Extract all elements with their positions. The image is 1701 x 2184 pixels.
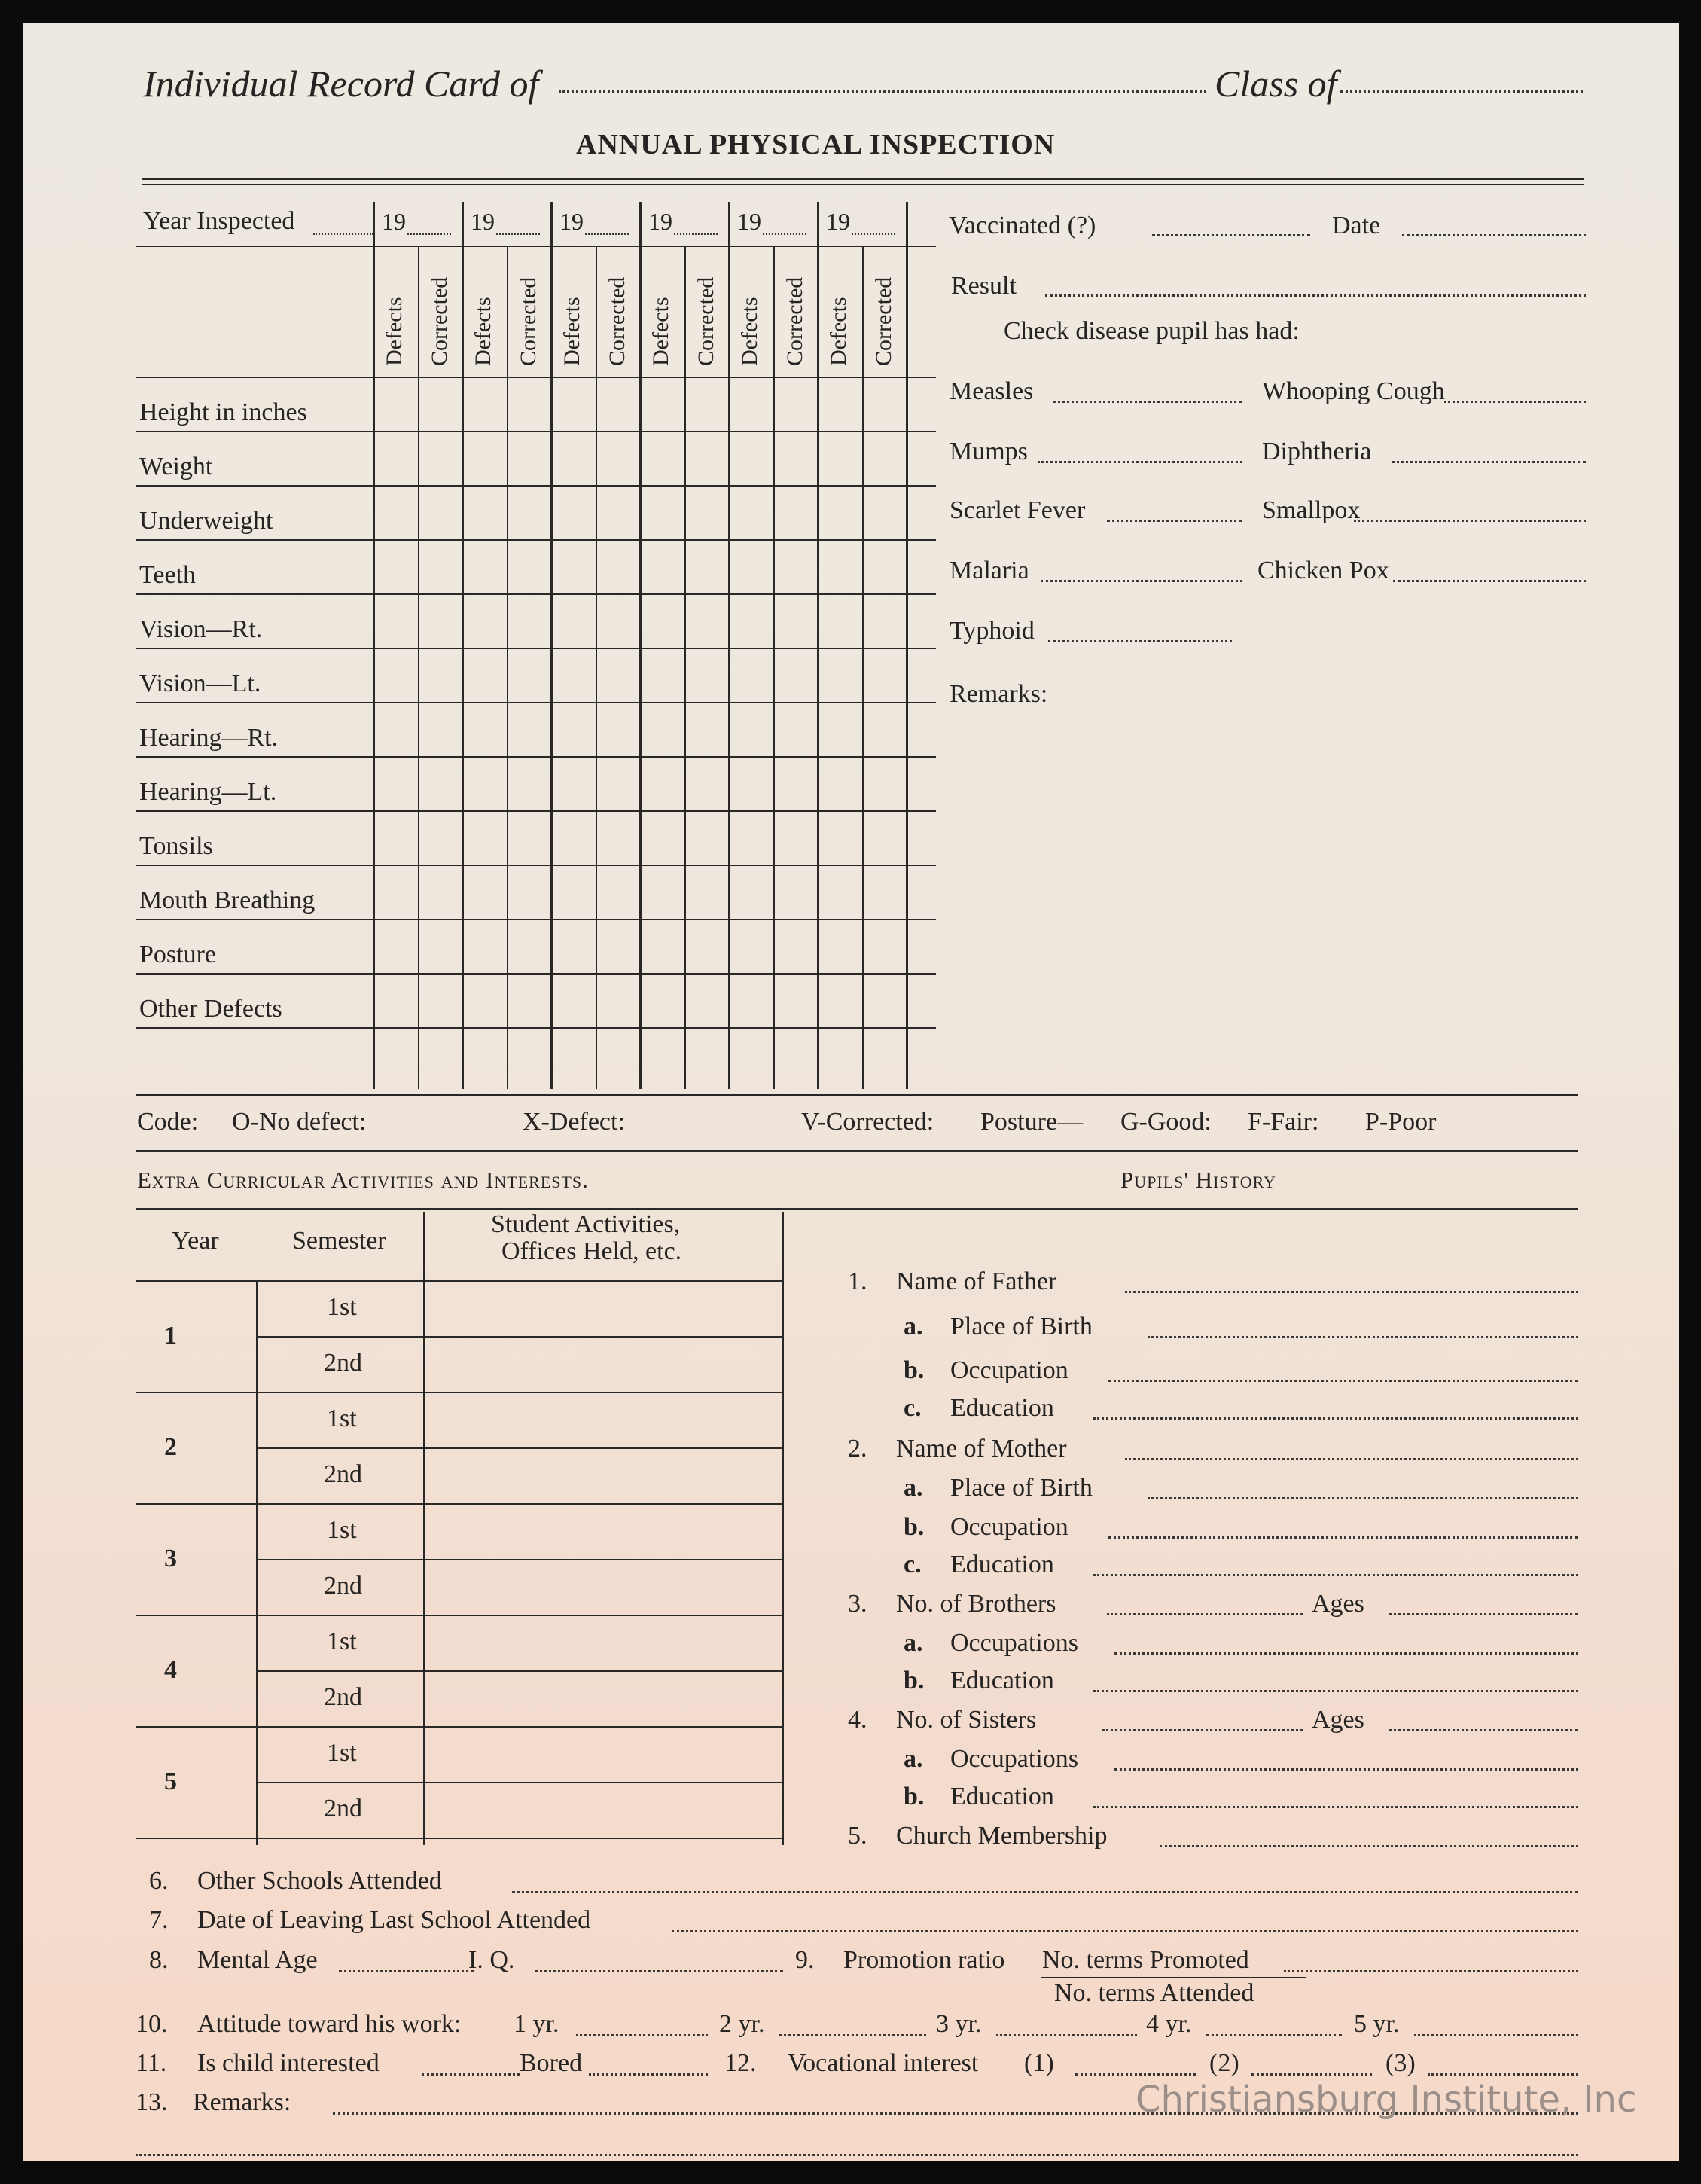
- disease-left-field[interactable]: [1038, 461, 1242, 463]
- inspection-row-line: [136, 431, 936, 432]
- inspection-row-line: [136, 485, 936, 487]
- disease-right-label: Diphtheria: [1262, 438, 1372, 465]
- history-count-field[interactable]: [1107, 1613, 1303, 1615]
- act-year-line: [136, 1392, 782, 1393]
- attitude-yr5-field[interactable]: [1414, 2034, 1578, 2036]
- history-item-label: Place of Birth: [950, 1474, 1093, 1502]
- attitude-yr5: 5 yr.: [1354, 2010, 1400, 2038]
- disease-left-field[interactable]: [1048, 640, 1232, 642]
- history-item-label: Name of Mother: [896, 1435, 1067, 1463]
- history-field[interactable]: [1108, 1536, 1578, 1539]
- activity-field-1st[interactable]: [429, 1729, 776, 1779]
- page-subtitle: ANNUAL PHYSICAL INSPECTION: [576, 129, 1056, 160]
- history-item-label: Education: [950, 1394, 1054, 1422]
- name-field[interactable]: [559, 90, 1206, 93]
- code-label: Code:: [137, 1108, 199, 1136]
- col-corrected-header: Corrected: [605, 276, 629, 366]
- activity-field-2nd[interactable]: [429, 1450, 776, 1500]
- act-year-line: [136, 1503, 782, 1505]
- section-rule: [136, 1208, 1578, 1210]
- inspection-row-label: Height in inches: [139, 398, 307, 426]
- year-field[interactable]: [852, 233, 895, 235]
- grid-rule-head: [136, 377, 936, 378]
- grid-rule-year: [136, 246, 936, 247]
- history-item-label: Place of Birth: [950, 1313, 1093, 1341]
- year-field[interactable]: [407, 233, 451, 235]
- history-item-number: a.: [904, 1474, 923, 1502]
- q12-number: 12.: [724, 2049, 757, 2077]
- grid-col-line: [906, 202, 908, 1089]
- result-label: Result: [951, 272, 1017, 300]
- year-prefix: 19: [826, 208, 850, 235]
- act-col-line: [256, 1280, 258, 1845]
- q7-number: 7.: [149, 1906, 169, 1934]
- disease-left-field[interactable]: [1041, 580, 1242, 582]
- history-item-label: Education: [950, 1667, 1054, 1694]
- year-field[interactable]: [585, 233, 629, 235]
- inspection-row-label: Posture: [139, 941, 216, 968]
- record-card: [23, 23, 1679, 2161]
- grid-col-line: [728, 202, 730, 1089]
- attitude-yr3: 3 yr.: [936, 2010, 982, 2038]
- act-year-line: [136, 1615, 782, 1616]
- grid-col-line: [418, 246, 419, 1089]
- inspection-row-line: [136, 756, 936, 758]
- history-item-number: b.: [904, 1783, 925, 1810]
- inspection-row-line: [136, 810, 936, 812]
- grid-col-line: [373, 202, 375, 1089]
- history-field[interactable]: [1108, 1380, 1578, 1382]
- act-semester-line: [256, 1782, 782, 1783]
- attitude-yr1-field[interactable]: [576, 2034, 708, 2036]
- activity-field-2nd[interactable]: [429, 1673, 776, 1723]
- attitude-yr1: 1 yr.: [514, 2010, 559, 2038]
- activities-heading: Extra Curricular Activities and Interests.: [137, 1167, 589, 1193]
- act-semester-1st: 1st: [327, 1627, 357, 1655]
- act-semester-2nd: 2nd: [324, 1795, 362, 1823]
- disease-right-field[interactable]: [1354, 520, 1586, 522]
- history-item-label: Occupation: [950, 1356, 1068, 1384]
- q9-number: 9.: [795, 1946, 815, 1974]
- col-activities-header-1: Student Activities,: [491, 1210, 681, 1238]
- code-posture: Posture—: [980, 1108, 1083, 1136]
- disease-right-field[interactable]: [1393, 580, 1586, 582]
- bored-label: Bored: [520, 2049, 583, 2077]
- history-item-number: 4.: [848, 1706, 867, 1734]
- col-corrected-header: Corrected: [694, 276, 718, 366]
- year-label-leader: [313, 233, 373, 235]
- attitude-yr2-field[interactable]: [779, 2034, 926, 2036]
- history-field[interactable]: [1093, 1690, 1578, 1692]
- act-semester-1st: 1st: [327, 1405, 357, 1432]
- disease-left-label: Scarlet Fever: [950, 496, 1086, 524]
- act-header-line: [136, 1280, 782, 1282]
- history-item-number: 2.: [848, 1435, 867, 1463]
- col-corrected-header: Corrected: [516, 276, 541, 366]
- attitude-yr4-field[interactable]: [1206, 2034, 1342, 2036]
- col-defects-header: Defects: [648, 297, 673, 366]
- inspection-row-label: Weight: [139, 453, 213, 480]
- disease-right-label: Chicken Pox: [1257, 557, 1389, 584]
- vocational-2-field[interactable]: [1251, 2073, 1372, 2076]
- inspection-row-line: [136, 919, 936, 920]
- activity-field-1st[interactable]: [429, 1618, 776, 1667]
- history-field[interactable]: [1093, 1806, 1578, 1808]
- terms-attended: No. terms Attended: [1054, 1979, 1254, 2007]
- year-prefix: 19: [471, 208, 495, 235]
- q8-label: Mental Age: [197, 1946, 318, 1974]
- inspection-row-line: [136, 1027, 936, 1029]
- inspection-row-line: [136, 648, 936, 649]
- year-prefix: 19: [382, 208, 406, 235]
- act-semester-line: [256, 1559, 782, 1560]
- disease-right-field[interactable]: [1444, 401, 1586, 403]
- class-field[interactable]: [1340, 90, 1583, 93]
- disease-right-label: Whooping Cough: [1262, 377, 1445, 405]
- history-item-number: a.: [904, 1313, 923, 1341]
- act-year-number: 1: [164, 1322, 177, 1350]
- history-field[interactable]: [1114, 1768, 1578, 1771]
- history-ages-label: Ages: [1312, 1706, 1364, 1734]
- q13-label: Remarks:: [193, 2088, 291, 2116]
- grid-col-line: [507, 246, 508, 1089]
- attitude-yr2: 2 yr.: [719, 2010, 765, 2038]
- code-no-defect: O-No defect:: [232, 1108, 367, 1136]
- vaccinated-field[interactable]: [1152, 234, 1310, 236]
- activity-field-1st[interactable]: [429, 1283, 776, 1333]
- col-semester-header: Semester: [292, 1227, 386, 1255]
- disease-left-label: Mumps: [950, 438, 1028, 465]
- col-corrected-header: Corrected: [427, 276, 452, 366]
- code-good: G-Good:: [1120, 1108, 1212, 1136]
- history-field[interactable]: [1148, 1336, 1578, 1338]
- watermark: Christiansburg Institute, Inc: [1136, 2079, 1637, 2121]
- history-field[interactable]: [1093, 1417, 1578, 1420]
- iq-label: I. Q.: [468, 1946, 515, 1974]
- grid-col-line: [817, 202, 819, 1089]
- act-year-line: [136, 1726, 782, 1728]
- act-semester-2nd: 2nd: [324, 1572, 362, 1600]
- remarks-field-2[interactable]: [136, 2154, 1578, 2156]
- q6-number: 6.: [149, 1867, 169, 1895]
- history-ages-field[interactable]: [1389, 1729, 1578, 1731]
- vocational-3: (3): [1385, 2049, 1416, 2077]
- history-item-label: No. of Sisters: [896, 1706, 1037, 1734]
- disease-left-label: Measles: [950, 377, 1034, 405]
- col-defects-header: Defects: [471, 297, 495, 366]
- act-semester-line: [256, 1670, 782, 1672]
- year-field[interactable]: [496, 233, 540, 235]
- terms-promoted: No. terms Promoted: [1042, 1946, 1249, 1974]
- inspection-row-line: [136, 702, 936, 703]
- history-field[interactable]: [1093, 1574, 1578, 1576]
- activity-field-1st[interactable]: [429, 1506, 776, 1556]
- history-item-label: Name of Father: [896, 1267, 1057, 1295]
- col-activities-header-2: Offices Held, etc.: [501, 1237, 682, 1265]
- history-item-number: b.: [904, 1667, 925, 1694]
- vocational-2: (2): [1209, 2049, 1239, 2077]
- activity-field-2nd[interactable]: [429, 1339, 776, 1389]
- q11-label: Is child interested: [197, 2049, 380, 2077]
- history-item-number: a.: [904, 1745, 923, 1773]
- act-year-number: 5: [164, 1768, 177, 1795]
- history-item-label: Occupation: [950, 1513, 1068, 1541]
- disease-right-label: Smallpox: [1262, 496, 1361, 524]
- history-item-number: 1.: [848, 1267, 867, 1295]
- col-corrected-header: Corrected: [871, 276, 896, 366]
- history-item-number: c.: [904, 1551, 922, 1579]
- attitude-yr4: 4 yr.: [1146, 2010, 1192, 2038]
- code-defect: X-Defect:: [523, 1108, 625, 1136]
- act-semester-2nd: 2nd: [324, 1349, 362, 1377]
- history-field[interactable]: [1125, 1291, 1578, 1293]
- q8-number: 8.: [149, 1946, 169, 1974]
- grid-col-line: [862, 246, 864, 1089]
- vocational-1: (1): [1024, 2049, 1054, 2077]
- year-inspected-label: Year Inspected: [143, 207, 295, 235]
- date-field[interactable]: [1402, 234, 1586, 236]
- activity-field-2nd[interactable]: [429, 1785, 776, 1835]
- history-field[interactable]: [1114, 1652, 1578, 1655]
- q6-label: Other Schools Attended: [197, 1867, 442, 1895]
- col-defects-header: Defects: [737, 297, 762, 366]
- q7-label: Date of Leaving Last School Attended: [197, 1906, 591, 1934]
- act-semester-1st: 1st: [327, 1739, 357, 1767]
- act-semester-2nd: 2nd: [324, 1683, 362, 1711]
- year-prefix: 19: [559, 208, 584, 235]
- q12-label: Vocational interest: [788, 2049, 979, 2077]
- disease-right-field[interactable]: [1392, 461, 1586, 463]
- history-item-label: Church Membership: [896, 1822, 1108, 1850]
- inspection-row-line: [136, 539, 936, 541]
- grid-col-line: [550, 202, 553, 1089]
- q11-number: 11.: [136, 2049, 167, 2077]
- history-item-label: Occupations: [950, 1745, 1078, 1773]
- bored-field[interactable]: [589, 2073, 708, 2076]
- promotion-field[interactable]: [1284, 1970, 1578, 1972]
- q10-number: 10.: [136, 2010, 168, 2038]
- act-year-number: 4: [164, 1656, 177, 1684]
- q13-number: 13.: [136, 2088, 168, 2116]
- history-ages-label: Ages: [1312, 1590, 1364, 1618]
- history-field[interactable]: [1125, 1458, 1578, 1460]
- inspection-row-label: Hearing—Lt.: [139, 778, 277, 806]
- year-field[interactable]: [763, 233, 806, 235]
- act-year-line: [136, 1838, 782, 1839]
- year-prefix: 19: [737, 208, 761, 235]
- code-poor: P-Poor: [1365, 1108, 1437, 1136]
- history-field[interactable]: [1148, 1497, 1578, 1499]
- vaccinated-label: Vaccinated (?): [949, 212, 1096, 239]
- act-semester-2nd: 2nd: [324, 1460, 362, 1488]
- code-corrected: V-Corrected:: [801, 1108, 934, 1136]
- history-item-number: c.: [904, 1394, 922, 1422]
- history-item-label: Education: [950, 1783, 1054, 1810]
- grid-col-line: [773, 246, 775, 1089]
- history-item-number: 5.: [848, 1822, 867, 1850]
- year-field[interactable]: [674, 233, 718, 235]
- history-item-label: Occupations: [950, 1629, 1078, 1657]
- vocational-1-field[interactable]: [1075, 2073, 1196, 2076]
- check-disease-label: Check disease pupil has had:: [1004, 317, 1300, 345]
- act-col-line: [423, 1212, 425, 1845]
- inspection-row-label: Underweight: [139, 507, 273, 535]
- interested-field[interactable]: [422, 2073, 520, 2076]
- attitude-yr3-field[interactable]: [996, 2034, 1137, 2036]
- disease-left-label: Malaria: [950, 557, 1029, 584]
- code-rule-bottom: [136, 1150, 1578, 1152]
- inspection-row-label: Vision—Rt.: [139, 615, 263, 643]
- act-col-line: [782, 1212, 784, 1845]
- act-year-number: 2: [164, 1433, 177, 1461]
- result-field[interactable]: [1045, 294, 1586, 297]
- grid-col-line: [462, 202, 464, 1089]
- year-prefix: 19: [648, 208, 672, 235]
- disease-left-field[interactable]: [1107, 520, 1242, 522]
- disease-left-field[interactable]: [1053, 401, 1242, 403]
- vocational-3-field[interactable]: [1428, 2073, 1578, 2076]
- history-heading: Pupils' History: [1120, 1167, 1276, 1193]
- inspection-row-label: Teeth: [139, 561, 197, 589]
- col-corrected-header: Corrected: [782, 276, 807, 366]
- history-item-label: Education: [950, 1551, 1054, 1579]
- col-defects-header: Defects: [826, 297, 851, 366]
- act-year-number: 3: [164, 1545, 177, 1572]
- history-item-number: a.: [904, 1629, 923, 1657]
- q10-label: Attitude toward his work:: [197, 2010, 462, 2038]
- act-semester-line: [256, 1336, 782, 1338]
- inspection-row-line: [136, 973, 936, 975]
- history-item-number: b.: [904, 1513, 925, 1541]
- mental-age-field[interactable]: [339, 1970, 474, 1972]
- col-year-header: Year: [172, 1227, 219, 1255]
- code-rule-top: [136, 1094, 1578, 1096]
- act-semester-line: [256, 1447, 782, 1449]
- class-label: Class of: [1215, 63, 1337, 105]
- inspection-row-label: Other Defects: [139, 995, 282, 1023]
- top-rule-2: [142, 184, 1584, 185]
- date-label: Date: [1332, 212, 1381, 239]
- activity-field-1st[interactable]: [429, 1395, 776, 1444]
- act-semester-1st: 1st: [327, 1516, 357, 1544]
- col-defects-header: Defects: [382, 297, 407, 366]
- inspection-row-label: Vision—Lt.: [139, 670, 261, 697]
- grid-col-line: [596, 246, 597, 1089]
- col-defects-header: Defects: [559, 297, 584, 366]
- grid-col-line: [684, 246, 686, 1089]
- history-field[interactable]: [1160, 1845, 1578, 1847]
- history-item-label: No. of Brothers: [896, 1590, 1056, 1618]
- date-leaving-field[interactable]: [672, 1930, 1578, 1932]
- activity-field-2nd[interactable]: [429, 1562, 776, 1612]
- history-item-number: 3.: [848, 1590, 867, 1618]
- card-title: Individual Record Card of: [143, 63, 539, 105]
- act-semester-1st: 1st: [327, 1293, 357, 1321]
- inspection-row-label: Hearing—Rt.: [139, 724, 279, 752]
- code-fair: F-Fair:: [1248, 1108, 1319, 1136]
- grid-col-line: [639, 202, 642, 1089]
- remarks-label-top: Remarks:: [950, 680, 1048, 708]
- top-rule: [142, 178, 1584, 180]
- other-schools-field[interactable]: [512, 1891, 1578, 1893]
- inspection-row-label: Tonsils: [139, 832, 213, 860]
- iq-field[interactable]: [535, 1970, 783, 1972]
- disease-left-label: Typhoid: [950, 617, 1035, 645]
- history-count-field[interactable]: [1102, 1729, 1303, 1731]
- inspection-row-line: [136, 865, 936, 866]
- history-ages-field[interactable]: [1389, 1613, 1578, 1615]
- q9-label: Promotion ratio: [843, 1946, 1005, 1974]
- history-item-number: b.: [904, 1356, 925, 1384]
- inspection-row-label: Mouth Breathing: [139, 886, 316, 914]
- inspection-row-line: [136, 593, 936, 595]
